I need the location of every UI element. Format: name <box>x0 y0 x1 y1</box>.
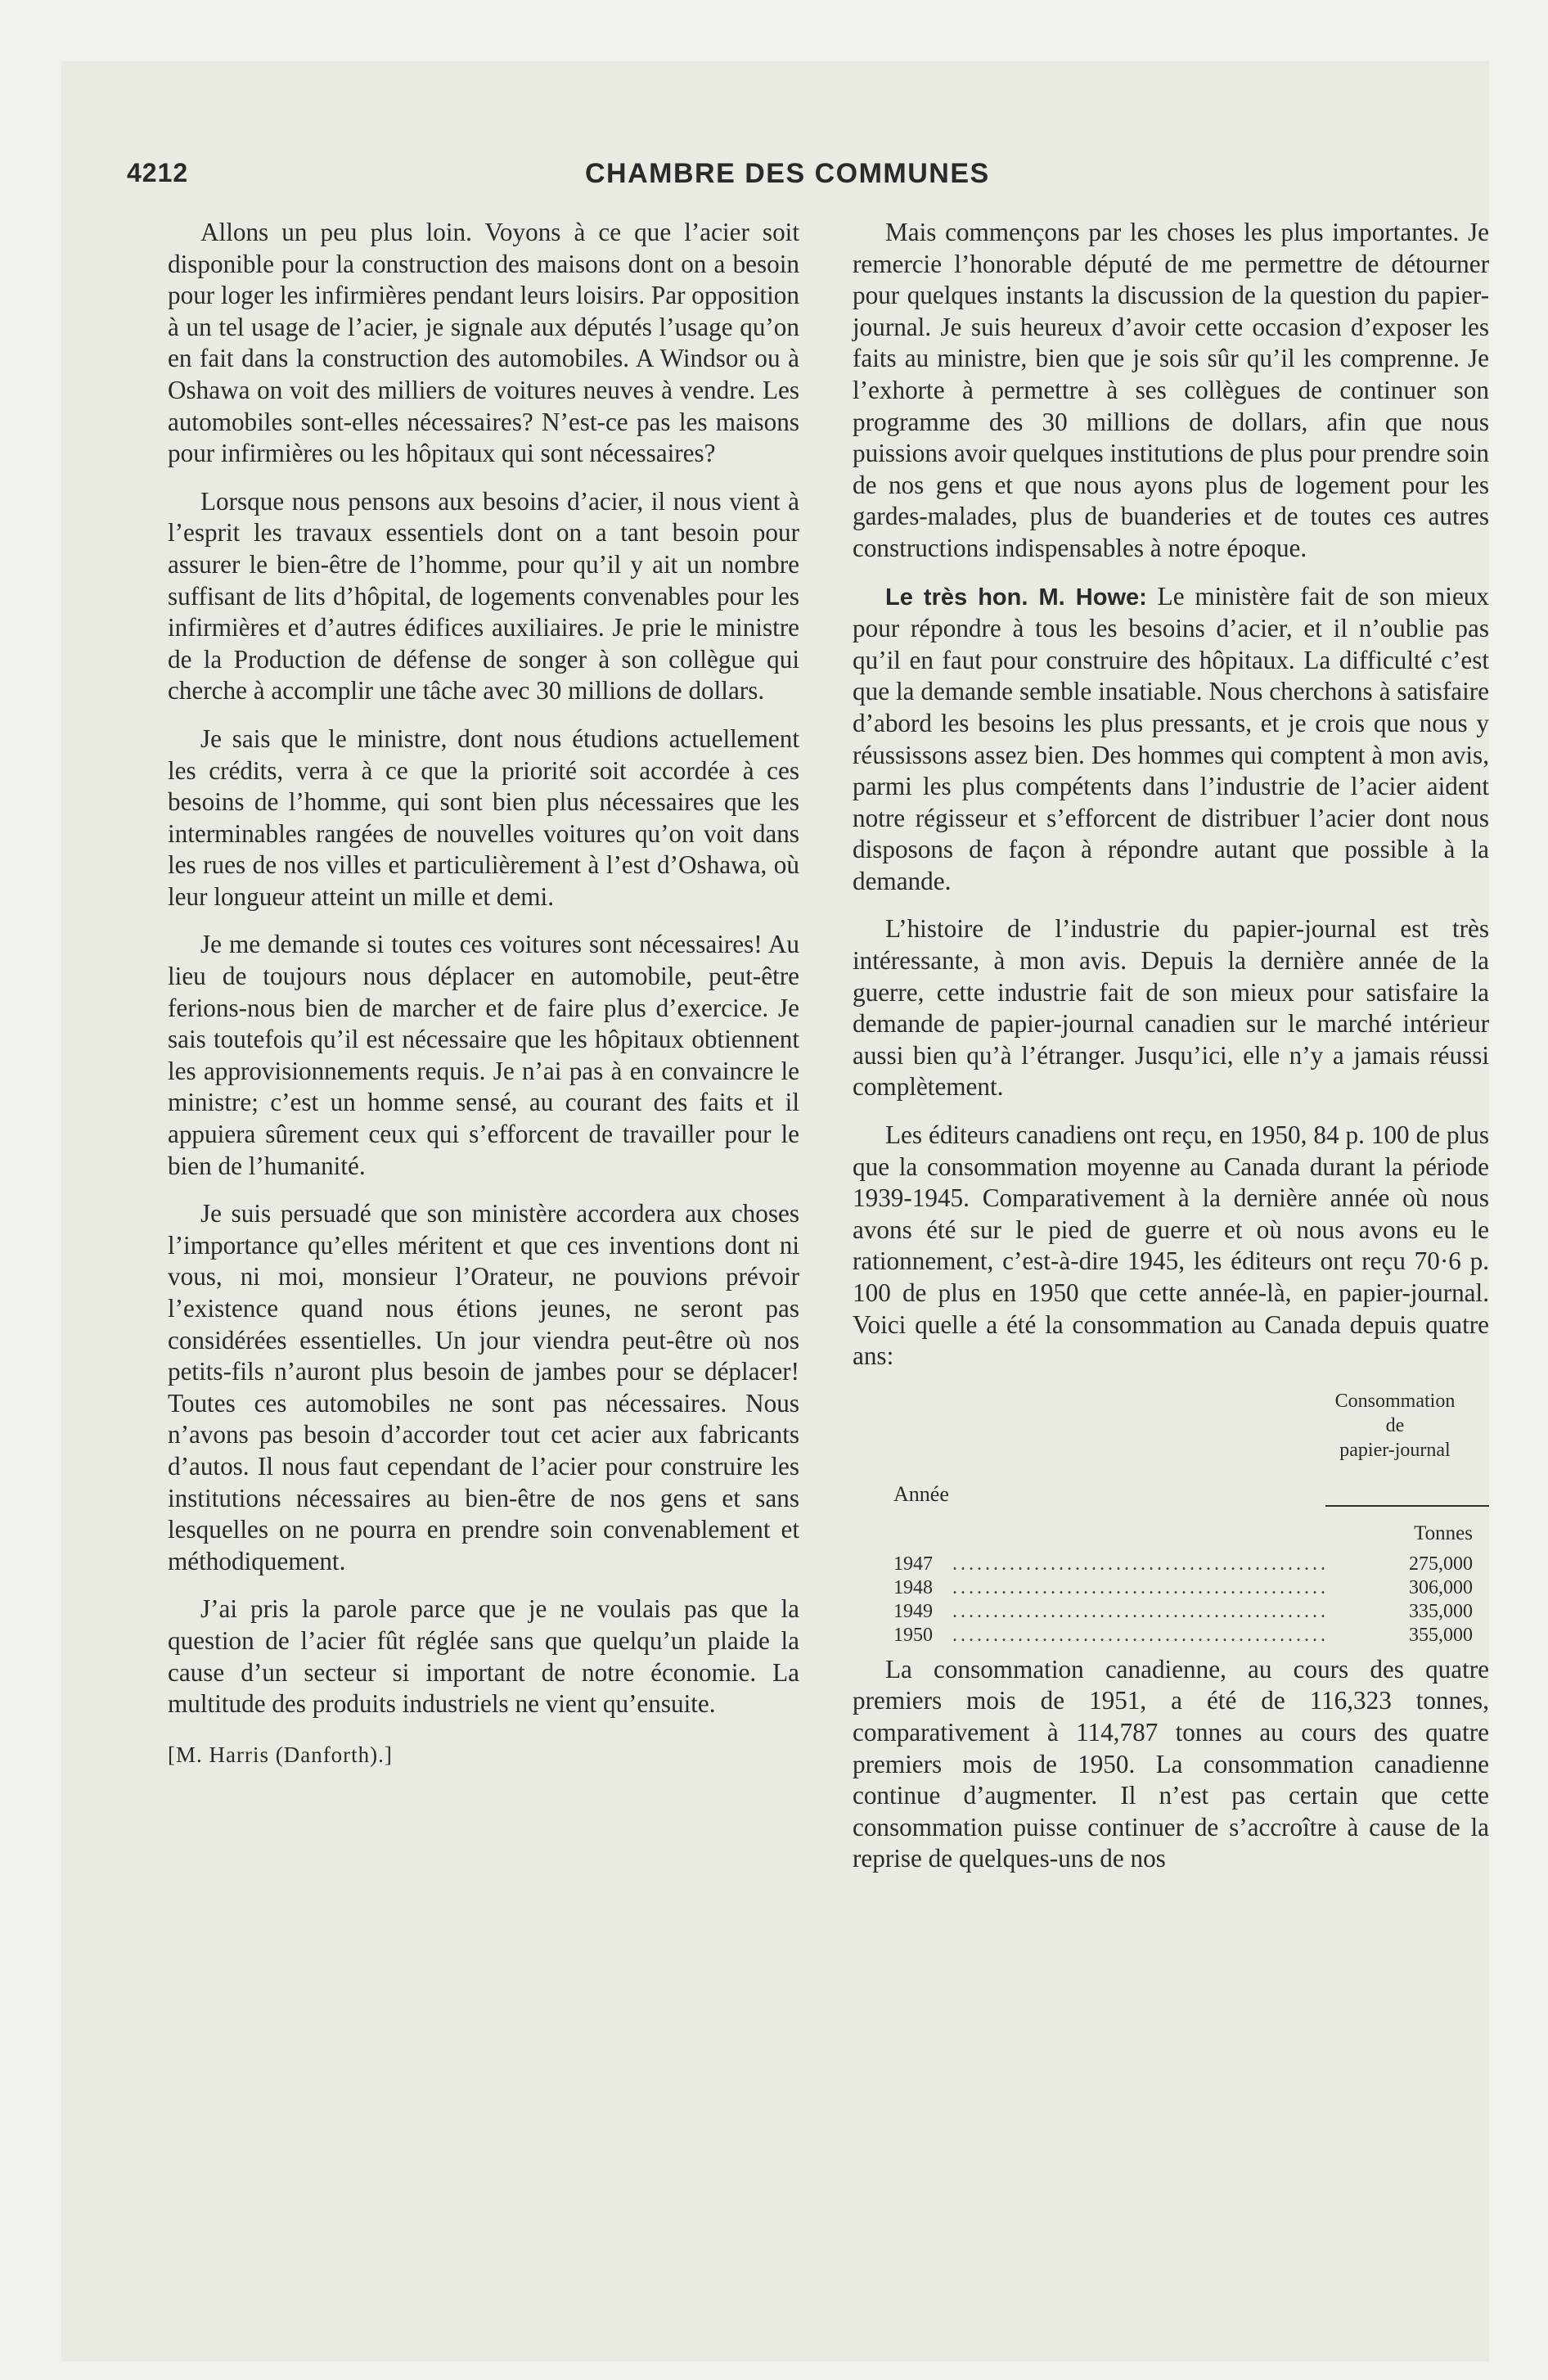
value-cell: 355,000 <box>1409 1624 1473 1646</box>
paragraph: Je sais que le ministre, dont nous étudions actuellement les crédits, verra à ce que la priorité soit accordée à ces besoins de l’homme, qui sont bien plus nécessaires que les interminables rangées de nouvelles voitures qu’on voit dans les rues de nos villes et particulièrement à l’est d’Oshawa, où leur longueur atteint un mille et demi. <box>168 723 799 911</box>
consumption-table <box>853 1389 1489 1646</box>
paragraph-speech <box>853 581 1489 898</box>
table-row <box>893 1600 1489 1624</box>
leader-dots: .............................................. <box>952 1624 1329 1646</box>
header-rule <box>1325 1505 1489 1507</box>
speaker-name: Le très hon. M. Howe: <box>885 584 1147 611</box>
table-row <box>893 1553 1489 1576</box>
value-cell: 335,000 <box>1409 1600 1473 1622</box>
leader-dots: .............................................. <box>952 1576 1329 1598</box>
year-column-header: Année <box>893 1481 949 1506</box>
table-row <box>893 1576 1489 1600</box>
table-column-header <box>1301 1389 1489 1463</box>
left-column <box>168 217 799 1769</box>
year-cell: 1949 <box>893 1600 933 1622</box>
speech-text: Le ministère fait de son mieux pour répondre à tous les besoins d’acier, et il n’oublie pas qu’il en faut pour construire des hôpitaux. La difficulté c’est que la demande semble insatiable. Nous cherchons à satisfaire d’abord les besoins les plus pressants, et je crois que nous y réussissons assez bien. Des hommes qui comptent à mon avis, parmi les plus compétents dans l’industrie de l’acier aident notre régisseur et s’efforcent de distribuer l’acier dont nous disposons de façon à répondre autant que possible à la demande. <box>853 581 1489 895</box>
paragraph: Mais commençons par les choses les plus importantes. Je remercie l’honorable député de me permettre de détourner pour quelques instants la discussion de la question du papier-journal. Je suis heureux d’avoir cette occasion d’exposer les faits au ministre, bien que je sois sûr qu’il les comprenne. Je l’exhorte à permettre à ses collègues de continuer son programme des 30 millions de dollars, afin que nous puissions avoir quelques institutions de plus pour prendre soin de nos gens et que nous ayons plus de logement pour les gardes-malades, plus de buanderies et de toutes ces autres constructions indispensables à notre époque. <box>853 218 1489 562</box>
page <box>61 61 1489 2361</box>
year-cell: 1950 <box>893 1624 933 1646</box>
page-number: 4212 <box>127 158 189 187</box>
paragraph: L’histoire de l’industrie du papier-journal est très intéressante, à mon avis. Depuis la dernière année de la guerre, cette industrie fait de son mieux pour satisfaire la demande de papier-journal canadien sur le marché intérieur aussi bien qu’à l’étranger. Jusqu’ici, elle n’y a jamais réussi complètement. <box>853 914 1489 1102</box>
header-line: Consommation <box>1334 1390 1456 1412</box>
right-column <box>853 217 1489 1891</box>
table-rows <box>893 1553 1489 1648</box>
header-line: de <box>1385 1414 1405 1436</box>
paragraph: Les éditeurs canadiens ont reçu, en 1950, 84 p. 100 de plus que la consommation moyenne au Canada durant la période 1939-1945. Comparativement à la dernière année où nous avons été sur le pied de guerre et où nous avons eu le rationnement, c’est-à-dire 1945, les éditeurs ont reçu 70·6 p. 100 de plus en 1950 que cette année-là, en papier-journal. Voici quelle a été la consommation au Canada depuis quatre ans: <box>853 1120 1489 1371</box>
table-row <box>893 1624 1489 1648</box>
header-line: papier-journal <box>1339 1439 1451 1461</box>
page-header <box>61 158 1489 199</box>
speaker-attribution: [M. Harris (Danforth).] <box>168 1742 393 1767</box>
paragraph: J’ai pris la parole parce que je ne voulais pas que la question de l’acier fût réglée sans que quelqu’un plaide la cause d’un secteur si important de notre économie. La multitude des produits industriels ne vient qu’ensuite. <box>168 1594 799 1719</box>
running-head: CHAMBRE DES COMMUNES <box>585 158 990 189</box>
paragraph: Allons un peu plus loin. Voyons à ce que l’acier soit disponible pour la construction des maisons dont on a besoin pour loger les infirmières pendant leurs loisirs. Par opposition à un tel usage de l’acier, je signale aux députés l’usage qu’on en fait dans la construction des automobiles. A Windsor ou à Oshawa on voit des milliers de voitures neuves à vendre. Les automobiles sont-elles nécessaires? N’est-ce pas les maisons pour infirmières ou les hôpitaux qui sont nécessaires? <box>168 218 799 468</box>
leader-dots: .............................................. <box>952 1600 1329 1622</box>
paragraph: Lorsque nous pensons aux besoins d’acier, il nous vient à l’esprit les travaux essentiels dont on a tant besoin pour assurer le bien-être de l’homme, pour qu’il y ait un nombre suffisant de lits d’hôpital, de logements convenables pour les infirmières et d’autres édifices auxiliaires. Je prie le ministre de la Production de défense de songer à son collègue qui cherche à accomplir une tâche avec 30 millions de dollars. <box>168 486 799 705</box>
paragraph: La consommation canadienne, au cours des quatre premiers mois de 1951, a été de 116,323 tonnes, comparativement à 114,787 tonnes au cours des quatre premiers mois de 1950. La consommation canadienne continue d’augmenter. Il n’est pas certain que cette consommation puisse continuer de s’accroître à cause de la reprise de quelques-uns de nos <box>853 1654 1489 1873</box>
value-cell: 306,000 <box>1409 1576 1473 1598</box>
value-cell: 275,000 <box>1409 1553 1473 1575</box>
unit-label: Tonnes <box>1414 1521 1473 1544</box>
speaker-attribution-block <box>168 1738 799 1770</box>
year-cell: 1948 <box>893 1576 933 1598</box>
paragraph: Je me demande si toutes ces voitures sont nécessaires! Au lieu de toujours nous déplacer en automobile, peut-être ferions-nous bien de marcher et de faire plus d’exercice. Je sais toutefois qu’il est nécessaire que les hôpitaux obtiennent les approvisionnements requis. Je n’ai pas à en convaincre le ministre; c’est un homme sensé, au courant des faits et il appuiera sûrement ceux qui s’efforcent de travailler pour le bien de l’humanité. <box>168 930 799 1180</box>
year-cell: 1947 <box>893 1553 933 1575</box>
paragraph: Je suis persuadé que son ministère accordera aux choses l’importance qu’elles méritent et que ces inventions dont ni vous, ni moi, monsieur l’Orateur, ne pouvions prévoir l’existence quand nous étions jeunes, ne seront pas considérées essentielles. Un jour viendra peut-être où nos petits-fils n’auront plus besoin de jambes pour se déplacer! Toutes ces automobiles ne sont pas nécessaires. Nous n’avons pas besoin d’accorder tout cet acier aux fabricants d’autos. Il nous faut cependant de l’acier pour construire les institutions nécessaires au bien-être de nos gens et sans lesquelles on ne pourra en prendre soin convenablement et méthodiquement. <box>168 1199 799 1575</box>
leader-dots: .............................................. <box>952 1553 1329 1575</box>
